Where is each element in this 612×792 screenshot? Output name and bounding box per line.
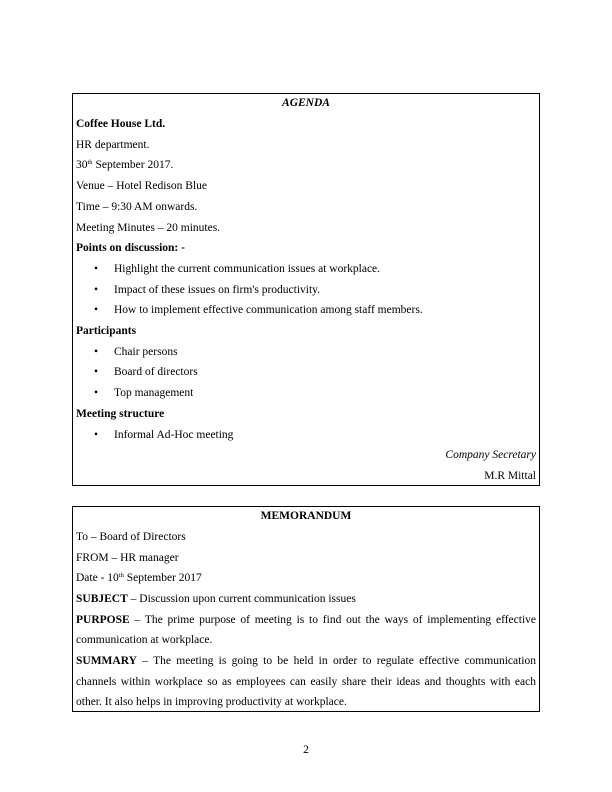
page-number: 2 <box>303 744 309 756</box>
bullet-icon: • <box>94 387 99 399</box>
signature-role: Company Secretary <box>445 449 536 461</box>
meeting-time: Time – 9:30 AM onwards. <box>76 201 198 213</box>
memo-summary-line-3: other. It also helps in improving productivity at workplace. <box>76 696 347 708</box>
bullet-icon: • <box>94 304 99 316</box>
memo-to: To – Board of Directors <box>76 531 186 543</box>
bullet-icon: • <box>94 346 99 358</box>
memo-purpose-line-2: communication at workplace. <box>76 634 213 646</box>
bullet-icon: • <box>94 429 99 441</box>
meeting-date: 30th September 2017. <box>76 159 174 171</box>
agenda-box: AGENDA Coffee House Ltd. HR department. 30th September 2017. Venue – Hotel Redison Blue Time – 9:30 AM onwards. Meeting Minutes – 20 minutes. Points on discussion: - • Highlight the current communication issues at workplace. • Impact of these issues on firm's productivity. • How to implement effective communication among staff members. Participants • Chair persons • Board of directors • Top management Meeting structure • Informal Ad-Hoc meeting Company Secretary M.R Mittal <box>72 93 540 486</box>
bullet-icon: • <box>94 263 99 275</box>
signature-name: M.R Mittal <box>484 470 536 482</box>
memo-summary-line-2: channels within workplace so as employees can easily share their ideas and thoughts with each <box>76 676 536 688</box>
memorandum-box <box>72 506 540 712</box>
department: HR department. <box>76 139 150 151</box>
bullet-icon: • <box>94 284 99 296</box>
memo-summary-line-1: SUMMARY – The meeting is going to be held in order to regulate effective communication <box>76 655 536 667</box>
structure-heading: Meeting structure <box>76 408 165 420</box>
meeting-minutes: Meeting Minutes – 20 minutes. <box>76 222 221 234</box>
venue: Venue – Hotel Redison Blue <box>76 180 207 192</box>
memo-purpose-line-1: PURPOSE – The prime purpose of meeting is to find out the ways of implementing effective <box>76 614 536 626</box>
participants-heading: Participants <box>76 325 137 337</box>
memo-subject: SUBJECT – Discussion upon current communication issues <box>76 593 356 605</box>
memo-date: Date - 10th September 2017 <box>76 572 202 584</box>
agenda-title: AGENDA <box>282 97 330 109</box>
points-heading: Points on discussion: - <box>76 242 185 254</box>
memo-from: FROM – HR manager <box>76 552 179 564</box>
bullet-icon: • <box>94 366 99 378</box>
memo-title: MEMORANDUM <box>260 510 352 522</box>
company-name: Coffee House Ltd. <box>76 118 166 130</box>
